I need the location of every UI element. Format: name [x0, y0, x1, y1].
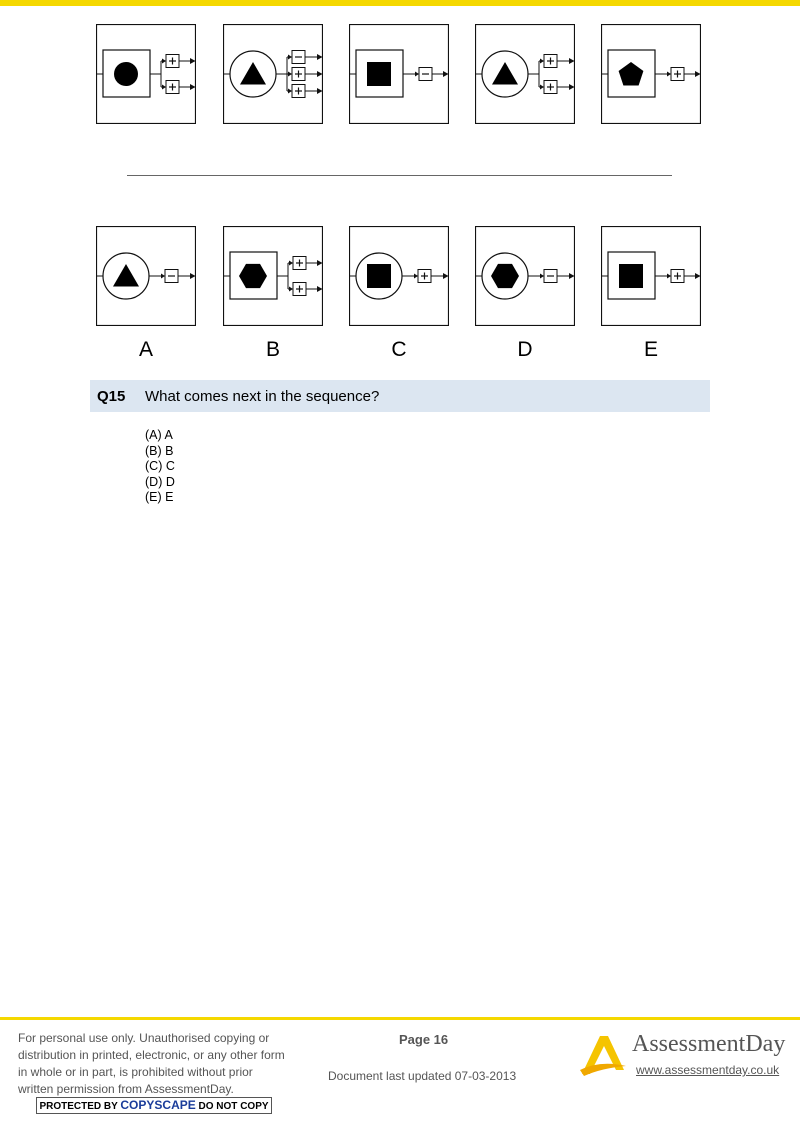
inner-circle [114, 62, 138, 86]
option-figure-5[interactable] [601, 226, 701, 326]
option-figure-4[interactable] [475, 226, 575, 326]
figure-panel [475, 226, 575, 326]
figure-panel [475, 24, 575, 124]
sequence-figure-4 [475, 24, 575, 124]
website-link[interactable]: www.assessmentday.co.uk [636, 1063, 780, 1077]
answer-option-a[interactable]: (A) A [145, 428, 173, 442]
answer-option-c[interactable]: (C) C [145, 459, 175, 473]
footer-accent-line [0, 1017, 800, 1020]
figure-panel [349, 226, 449, 326]
copyscape-badge[interactable] [36, 1097, 272, 1114]
figure-panel [601, 226, 701, 326]
copyright-notice: For personal use only. Unauthorised copying or distribution in printed, electronic, or any other form in whole or in part, is prohibited without prior written permission from AssessmentDay. [18, 1031, 285, 1096]
question-number: Q15 [97, 388, 126, 405]
figure-panel [96, 24, 196, 124]
last-updated: Document last updated 07-03-2013 [328, 1069, 517, 1083]
option-letter-c: C [391, 338, 407, 361]
option-letter-e: E [643, 338, 658, 361]
sequence-row [96, 24, 704, 124]
options-row [96, 226, 704, 326]
answer-list [145, 428, 175, 506]
option-figure-1[interactable] [96, 226, 196, 326]
inner-square [367, 62, 391, 86]
option-figure-3[interactable] [349, 226, 449, 326]
question-bar [90, 380, 710, 412]
sequence-figure-1 [96, 24, 196, 124]
option-letter-b: B [265, 338, 280, 361]
answer-option-d[interactable]: (D) D [145, 474, 175, 489]
figure-panel [223, 24, 323, 124]
top-accent-bar [0, 0, 800, 6]
copyscape-suffix: DO NOT COPY [198, 1101, 269, 1112]
sequence-figure-3 [349, 24, 449, 124]
answer-option-e[interactable]: (E) E [145, 490, 174, 504]
logo-text: AssessmentDay [632, 1031, 786, 1057]
figure-panel [223, 226, 323, 326]
divider-line [127, 175, 672, 176]
inner-square [619, 264, 643, 288]
figure-panel [96, 226, 196, 326]
assessmentday-logo-icon [578, 1030, 628, 1083]
option-letter-a: A [138, 338, 153, 361]
inner-square [367, 264, 391, 288]
sequence-figure-2 [223, 24, 323, 124]
answer-option-b[interactable]: (B) B [145, 443, 174, 458]
copyscape-prefix: PROTECTED BY [39, 1101, 118, 1112]
option-figure-2[interactable] [223, 226, 323, 326]
sequence-figure-5 [601, 24, 701, 124]
figure-panel [349, 24, 449, 124]
option-letter-d: D [517, 338, 533, 361]
copyscape-brand: COPYSCAPE [120, 1098, 196, 1112]
page-number: Page 16 [399, 1032, 449, 1047]
question-text: What comes next in the sequence? [145, 388, 380, 405]
figure-panel [601, 24, 701, 124]
